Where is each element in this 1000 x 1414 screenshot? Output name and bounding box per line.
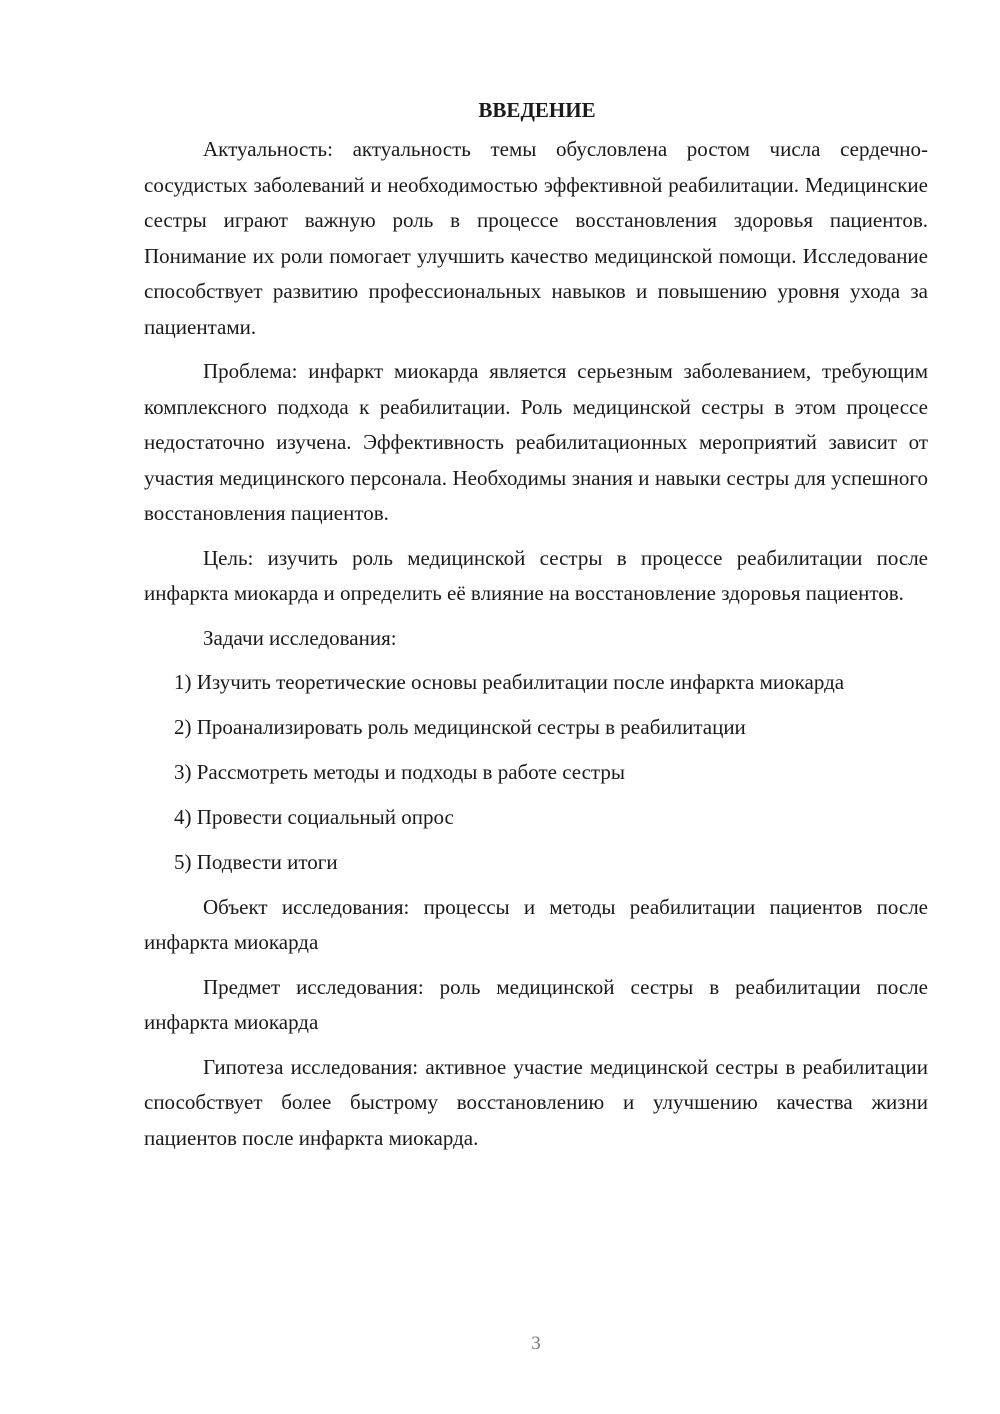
tasks-title: Задачи исследования: [203,625,397,650]
problem-paragraph: Проблема: инфаркт миокарда является серьезным заболеванием, требующим комплексного подхода к реабилитации. Роль медицинской сестры в этом процессе недостаточно изучена. Эффективность реабилитационных мероприятий зависит от участия медицинского персонала. Необходимы знания и навыки сестры для успешного восстановления пациентов. [144,359,928,525]
document-page [144,92,928,1156]
subject-paragraph: Предмет исследования: роль медицинской сестры в реабилитации после инфаркта миокарда [144,974,928,1034]
page-title: ВВЕДЕНИЕ [478,98,596,122]
hypothesis-paragraph: Гипотеза исследования: активное участие медицинской сестры в реабилитации способствует более быстрому восстановлению и улучшению качества жизни пациентов после инфаркта миокарда. [144,1054,928,1150]
object-paragraph: Объект исследования: процессы и методы реабилитации пациентов после инфаркта миокарда [144,894,928,954]
task-item-1: 1) Изучить теоретические основы реабилитации после инфаркта миокарда [174,670,845,694]
relevance-paragraph: Актуальность: актуальность темы обусловлена ростом числа сердечно-сосудистых заболеваний и необходимостью эффективной реабилитации. Медицинские сестры играют важную роль в процессе восстановления здоровья пациентов. Понимание их роли помогает улучшить качество медицинской помощи. Исследование способствует развитию профессиональных навыков и повышению уровня ухода за пациентами. [144,137,928,339]
task-item-2: 2) Проанализировать роль медицинской сестры в реабилитации [174,715,746,739]
goal-paragraph: Цель: изучить роль медицинской сестры в процессе реабилитации после инфаркта миокарда и определить её влияние на восстановление здоровья пациентов. [144,545,928,605]
tasks-list [144,665,928,881]
task-item-5: 5) Подвести итоги [174,850,338,874]
task-item-3: 3) Рассмотреть методы и подходы в работе сестры [174,760,625,784]
task-item-4: 4) Провести социальный опрос [174,805,454,829]
page-number: 3 [531,1333,541,1354]
